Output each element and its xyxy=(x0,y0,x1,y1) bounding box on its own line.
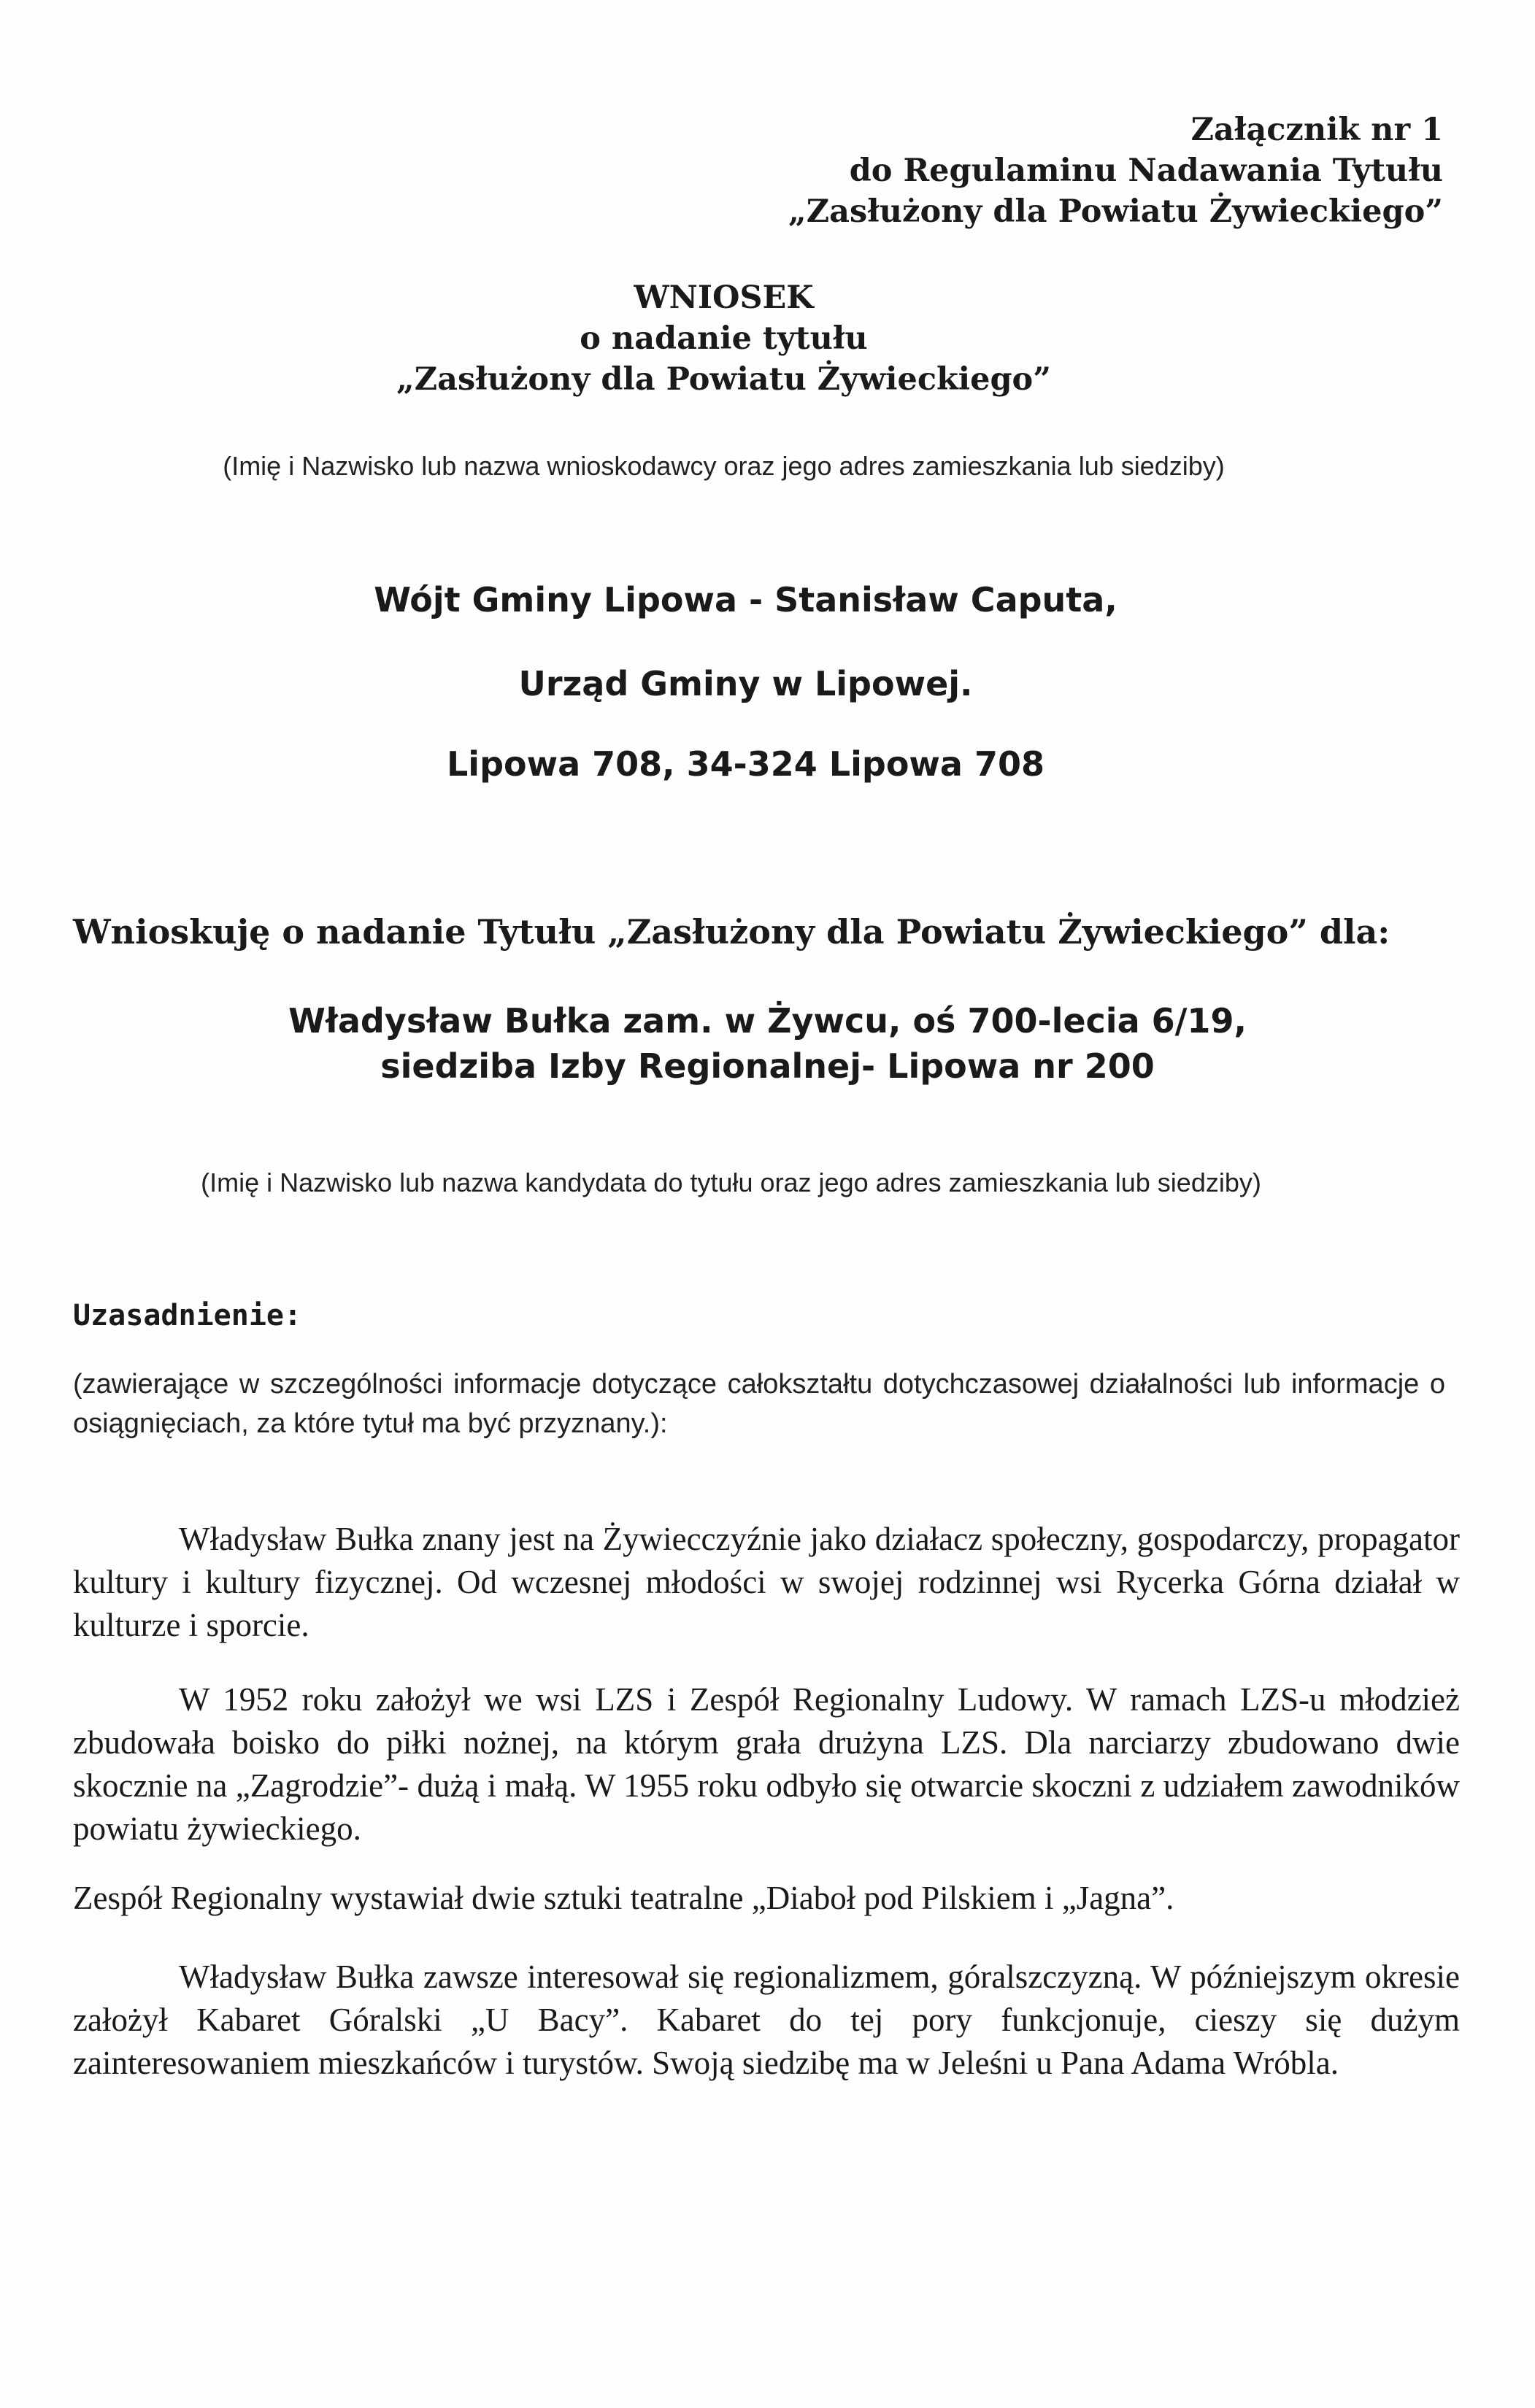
applicant-line-2: Urząd Gminy w Lipowej. xyxy=(518,664,973,703)
applicant-line-1: Wójt Gminy Lipowa - Stanisław Caputa, xyxy=(374,580,1117,620)
attachment-line-1: Załącznik nr 1 xyxy=(1190,112,1443,148)
applicant-caption: (Imię i Nazwisko lub nazwa wnioskodawcy oraz jego adres zamieszkania lub siedziby) xyxy=(223,451,1225,481)
justification-note: (zawierające w szczególności informacje dotyczące całokształtu dotychczasowej działalności lub informacje o osiągnięciach, za które tytuł ma być przyznany.): xyxy=(73,1369,1445,1439)
justification-paragraph: W 1952 roku założył we wsi LZS i Zespół Regionalny Ludowy. W ramach LZS-u młodzież zbudowała boisko do piłki nożnej, na którym grała drużyna LZS. Dla narciarzy zbudowano dwie skocznie na „Zagrodzie”- dużą i małą. W 1955 roku odbyło się otwarcie skoczni z udziałem zawodników powiatu żywieckiego. xyxy=(73,1681,1460,1847)
document-title xyxy=(0,277,1491,400)
title-line-1: WNIOSEK xyxy=(634,279,814,316)
attachment-line-2: do Regulaminu Nadawania Tytułu xyxy=(849,153,1443,189)
applicant-line-3: Lipowa 708, 34-324 Lipowa 708 xyxy=(447,744,1045,784)
title-line-2: o nadanie tytułu xyxy=(580,320,868,357)
request-line: Wnioskuję o nadanie Tytułu „Zasłużony dla Powiatu Żywieckiego” dla: xyxy=(73,912,1390,952)
candidate-caption: (Imię i Nazwisko lub nazwa kandydata do tytułu oraz jego adres zamieszkania lub siedziby) xyxy=(201,1168,1261,1197)
title-line-3: „Zasłużony dla Powiatu Żywieckiego” xyxy=(396,361,1051,398)
justification-paragraph: Władysław Bułka znany jest na Żywiecczyźnie jako działacz społeczny, gospodarczy, propagator kultury i kultury fizycznej. Od wczesnej młodości w swojej rodzinnej wsi Rycerka Górna działał w kulturze i sporcie. xyxy=(73,1521,1460,1643)
attachment-line-3: „Zasłużony dla Powiatu Żywieckiego” xyxy=(788,193,1443,230)
justification-paragraph: Władysław Bułka zawsze interesował się regionalizmem, góralszczyzną. W późniejszym okresie założył Kabaret Góralski „U Bacy”. Kabaret do tej pory funkcjonuje, cieszy się dużym zainteresowaniem mieszkańców i turystów. Swoją siedzibę ma w Jeleśni u Pana Adama Wróbla. xyxy=(73,1959,1460,2081)
candidate-line-1: Władysław Bułka zam. w Żywcu, oś 700-lecia 6/19, xyxy=(288,1001,1247,1041)
attachment-header xyxy=(788,109,1443,232)
justification-paragraph: Zespół Regionalny wystawiał dwie sztuki teatralne „Diaboł pod Pilskiem i „Jagna”. xyxy=(73,1880,1174,1916)
candidate-line-2: siedziba Izby Regionalnej- Lipowa nr 200 xyxy=(380,1046,1155,1086)
justification-heading: Uzasadnienie: xyxy=(73,1299,302,1332)
candidate-block xyxy=(0,998,1535,1089)
